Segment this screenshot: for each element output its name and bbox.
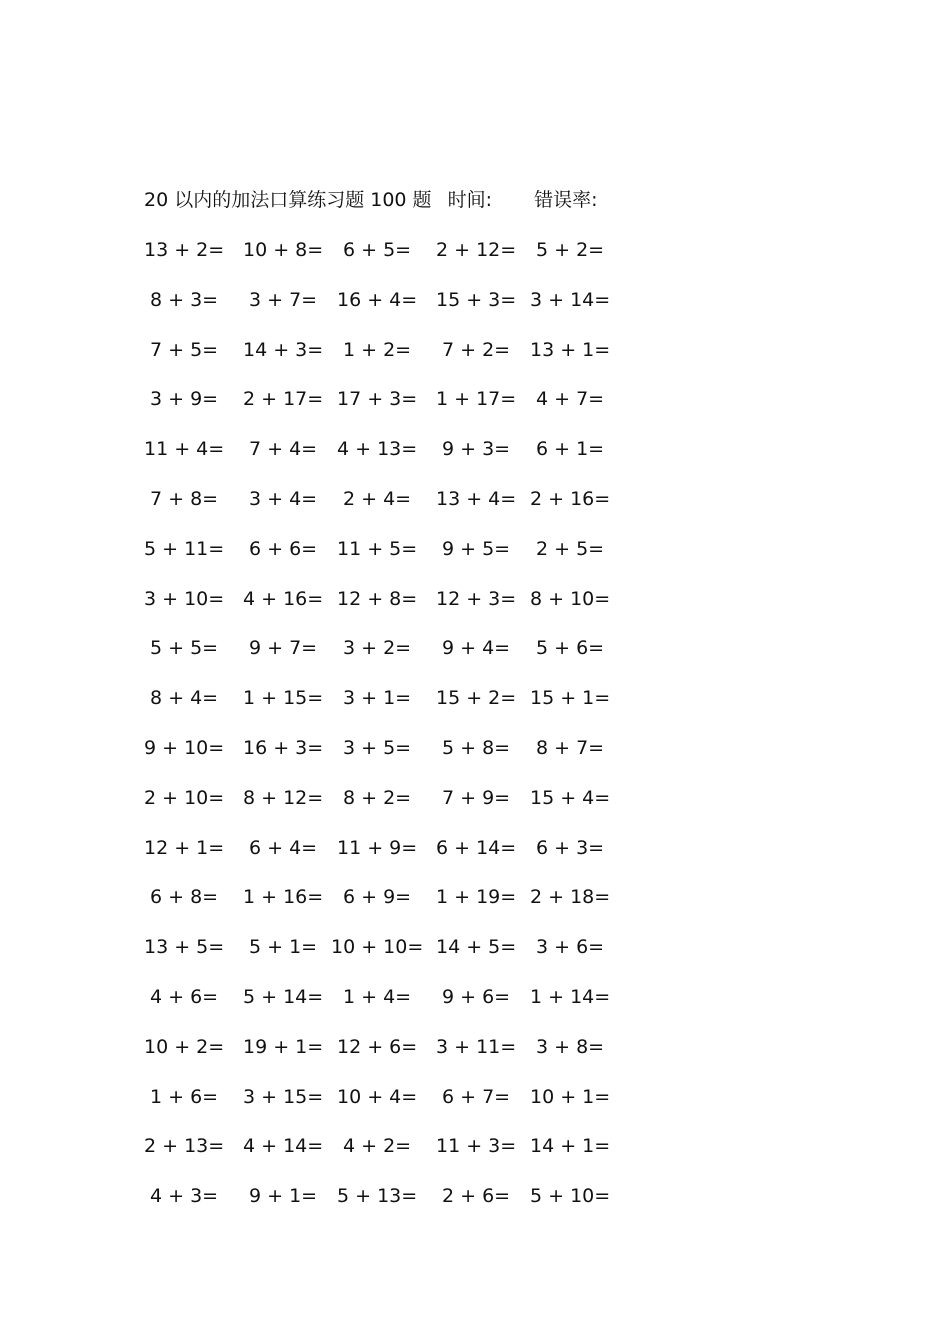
problem-item: 5 + 14= [243, 986, 324, 1008]
problem-item: 1 + 14= [530, 986, 611, 1008]
problem-item: 10 + 4= [337, 1085, 418, 1108]
problem-row [0, 932, 950, 962]
problem-item: 9 + 1= [249, 1185, 318, 1208]
problem-item: 13 + 1= [530, 338, 611, 361]
problem-item: 1 + 4= [343, 986, 412, 1008]
problem-item: 3 + 10= [144, 587, 225, 610]
problem-item: 1 + 2= [343, 338, 412, 361]
problem-item: 2 + 17= [243, 388, 324, 411]
problem-item: 3 + 7= [249, 288, 318, 311]
problem-item: 7 + 8= [150, 488, 219, 510]
problem-item: 2 + 12= [436, 239, 517, 261]
problem-item: 9 + 3= [442, 438, 511, 461]
problem-item: 6 + 14= [436, 836, 517, 859]
problem-item: 9 + 5= [442, 537, 511, 560]
problem-item: 15 + 2= [436, 687, 517, 710]
problem-item: 5 + 2= [536, 239, 605, 261]
problem-item: 4 + 16= [243, 587, 324, 610]
problem-row [0, 1082, 950, 1112]
problem-item: 9 + 7= [249, 637, 318, 660]
problem-item: 4 + 6= [150, 986, 219, 1008]
problem-item: 5 + 5= [150, 637, 219, 660]
problem-item: 11 + 9= [337, 836, 418, 859]
problem-item: 14 + 3= [243, 338, 324, 361]
problem-item: 12 + 8= [337, 587, 418, 610]
problem-item: 10 + 2= [144, 1035, 225, 1058]
problem-row [0, 235, 950, 265]
problem-item: 7 + 4= [249, 438, 318, 461]
time-label: 时间: [447, 189, 493, 211]
problem-item: 5 + 6= [536, 637, 605, 660]
problem-item: 2 + 16= [530, 488, 611, 510]
problem-item: 6 + 4= [249, 836, 318, 859]
problem-row [0, 434, 950, 464]
problem-item: 7 + 9= [442, 786, 511, 809]
problem-item: 8 + 4= [150, 687, 219, 710]
problem-item: 3 + 5= [343, 737, 412, 759]
problem-item: 7 + 2= [442, 338, 511, 361]
problem-item: 12 + 1= [144, 836, 225, 859]
problem-item: 9 + 4= [442, 637, 511, 660]
error-rate-label: 错误率: [534, 189, 598, 211]
problem-item: 1 + 19= [436, 886, 517, 909]
problem-item: 8 + 7= [536, 737, 605, 759]
problem-item: 14 + 1= [530, 1135, 611, 1158]
problem-item: 8 + 3= [150, 288, 219, 311]
problem-item: 14 + 5= [436, 936, 517, 959]
problem-item: 10 + 1= [530, 1085, 611, 1108]
problem-item: 2 + 4= [343, 488, 412, 510]
problem-item: 5 + 11= [144, 537, 225, 560]
problem-item: 5 + 13= [337, 1185, 418, 1208]
problem-item: 3 + 8= [536, 1035, 605, 1058]
problem-item: 8 + 12= [243, 786, 324, 809]
problem-item: 3 + 6= [536, 936, 605, 959]
problem-item: 1 + 6= [150, 1085, 219, 1108]
problem-item: 2 + 18= [530, 886, 611, 909]
problem-item: 3 + 14= [530, 288, 611, 311]
problem-item: 3 + 11= [436, 1035, 517, 1058]
problem-item: 4 + 14= [243, 1135, 324, 1158]
problem-item: 1 + 16= [243, 886, 324, 909]
problem-item: 3 + 1= [343, 687, 412, 710]
problem-item: 3 + 15= [243, 1085, 324, 1108]
problem-row [0, 783, 950, 813]
problem-item: 7 + 5= [150, 338, 219, 361]
problem-item: 12 + 6= [337, 1035, 418, 1058]
problem-item: 11 + 3= [436, 1135, 517, 1158]
problem-row [0, 534, 950, 564]
worksheet-title: 20 以内的加法口算练习题 100 题 [144, 189, 432, 211]
problem-item: 5 + 10= [530, 1185, 611, 1208]
problem-row [0, 882, 950, 912]
problem-row [0, 484, 950, 514]
problem-item: 10 + 8= [243, 239, 324, 261]
problem-row [0, 633, 950, 663]
problem-item: 9 + 10= [144, 737, 225, 759]
problem-item: 6 + 1= [536, 438, 605, 461]
problem-row [0, 335, 950, 365]
problem-item: 17 + 3= [337, 388, 418, 411]
problem-item: 6 + 7= [442, 1085, 511, 1108]
problem-item: 2 + 10= [144, 786, 225, 809]
problem-row [0, 982, 950, 1012]
problem-row [0, 285, 950, 315]
problem-row [0, 384, 950, 414]
problem-item: 9 + 6= [442, 986, 511, 1008]
problem-item: 2 + 13= [144, 1135, 225, 1158]
problem-item: 1 + 17= [436, 388, 517, 411]
problem-item: 13 + 5= [144, 936, 225, 959]
problem-row [0, 1032, 950, 1062]
problem-item: 10 + 10= [331, 936, 424, 959]
problem-item: 8 + 2= [343, 786, 412, 809]
problem-item: 12 + 3= [436, 587, 517, 610]
problem-item: 4 + 7= [536, 388, 605, 411]
problem-item: 11 + 4= [144, 438, 225, 461]
problem-item: 5 + 1= [249, 936, 318, 959]
problem-row [0, 733, 950, 763]
problem-item: 16 + 3= [243, 737, 324, 759]
problem-item: 3 + 2= [343, 637, 412, 660]
problem-item: 15 + 1= [530, 687, 611, 710]
problem-item: 6 + 9= [343, 886, 412, 909]
problem-item: 2 + 5= [536, 537, 605, 560]
problem-item: 3 + 4= [249, 488, 318, 510]
problem-item: 4 + 13= [337, 438, 418, 461]
problem-row [0, 1131, 950, 1161]
problem-row [0, 1181, 950, 1211]
problem-row [0, 833, 950, 863]
problem-item: 13 + 4= [436, 488, 517, 510]
problem-item: 15 + 4= [530, 786, 611, 809]
problem-item: 4 + 2= [343, 1135, 412, 1158]
problem-item: 6 + 5= [343, 239, 412, 261]
problem-item: 15 + 3= [436, 288, 517, 311]
problem-item: 19 + 1= [243, 1035, 324, 1058]
problem-item: 5 + 8= [442, 737, 511, 759]
problem-item: 4 + 3= [150, 1185, 219, 1208]
problem-item: 8 + 10= [530, 587, 611, 610]
problem-item: 16 + 4= [337, 288, 418, 311]
problem-item: 6 + 8= [150, 886, 219, 909]
problem-item: 13 + 2= [144, 239, 225, 261]
problem-item: 6 + 6= [249, 537, 318, 560]
problem-item: 11 + 5= [337, 537, 418, 560]
problem-item: 6 + 3= [536, 836, 605, 859]
problem-row [0, 683, 950, 713]
problem-item: 2 + 6= [442, 1185, 511, 1208]
problem-row [0, 584, 950, 614]
problem-item: 3 + 9= [150, 388, 219, 411]
problem-item: 1 + 15= [243, 687, 324, 710]
